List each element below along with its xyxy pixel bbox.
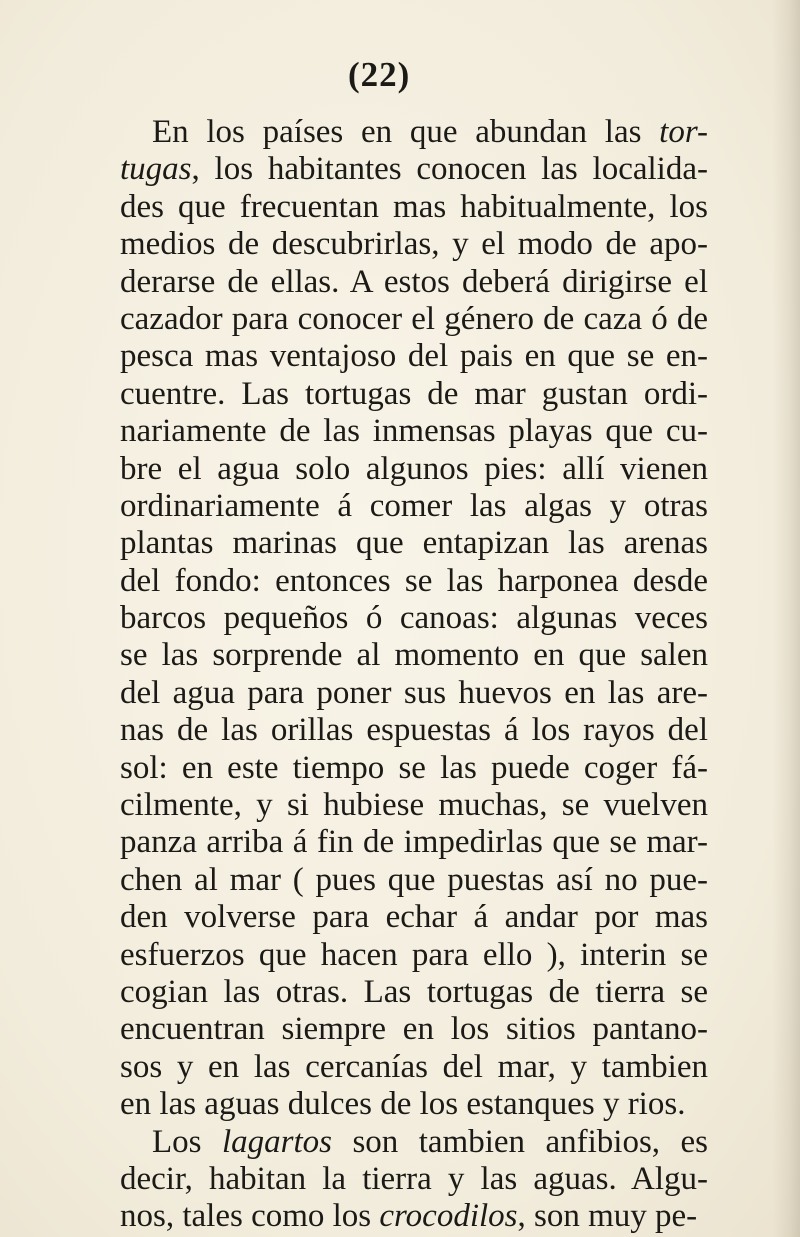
text-line bbox=[120, 226, 708, 263]
text-line bbox=[120, 974, 708, 1011]
text-line bbox=[120, 937, 708, 974]
text-line bbox=[120, 1011, 708, 1048]
text-line bbox=[120, 637, 708, 674]
text-segment: barcos pequeños ó canoas: algunas veces bbox=[120, 600, 708, 637]
text-line bbox=[120, 376, 708, 413]
text-segment: des que frecuentan mas habitualmente, los bbox=[120, 188, 708, 225]
text-line bbox=[120, 451, 708, 488]
text-line bbox=[120, 1086, 708, 1123]
text-line bbox=[120, 1161, 708, 1198]
body-text bbox=[120, 114, 708, 1236]
text-segment: esfuerzos que hacen para ello ), interin se bbox=[120, 936, 708, 973]
text-segment: , son muy pe- bbox=[517, 1198, 698, 1235]
text-segment: En los países en que abundan las bbox=[152, 114, 660, 150]
text-line bbox=[120, 1124, 708, 1161]
text-segment: Los bbox=[152, 1123, 222, 1160]
text-segment: decir, habitan la tierra y las aguas. Algu- bbox=[120, 1160, 708, 1197]
text-line bbox=[120, 712, 708, 749]
text-line bbox=[120, 824, 708, 861]
text-segment: del fondo: entonces se las harponea desde bbox=[120, 562, 708, 599]
text-segment: cuentre. Las tortugas de mar gustan ordi- bbox=[120, 375, 708, 412]
text-segment: sos y en las cercanías del mar, y tambien bbox=[120, 1048, 708, 1085]
text-segment: cazador para conocer el género de caza ó de bbox=[120, 300, 708, 337]
text-line bbox=[120, 563, 708, 600]
text-segment: cogian las otras. Las tortugas de tierra se bbox=[120, 973, 708, 1010]
text-segment: den volverse para echar á andar por mas bbox=[120, 899, 708, 936]
text-line bbox=[120, 750, 708, 787]
italic-term: lagartos bbox=[221, 1123, 332, 1160]
italic-term: tugas bbox=[120, 151, 192, 188]
text-line bbox=[120, 488, 708, 525]
text-segment: nariamente de las inmensas playas que cu- bbox=[120, 413, 708, 450]
text-line bbox=[120, 862, 708, 899]
italic-term: crocodilos bbox=[379, 1198, 518, 1235]
text-segment: , los habitantes conocen las localida- bbox=[191, 151, 708, 188]
text-line bbox=[120, 675, 708, 712]
text-line bbox=[120, 151, 708, 188]
text-segment: ordinariamente á comer las algas y otras bbox=[120, 487, 708, 524]
text-line bbox=[120, 189, 708, 226]
text-segment: sol: en este tiempo se las puede coger fá- bbox=[120, 749, 708, 786]
text-line bbox=[120, 899, 708, 936]
text-segment: nas de las orillas espuestas á los rayos del bbox=[120, 712, 708, 749]
text-segment: chen al mar ( pues que puestas así no pue- bbox=[120, 861, 708, 898]
text-segment: cilmente, y si hubiese muchas, se vuelven bbox=[120, 787, 708, 824]
text-segment: se las sorprende al momento en que salen bbox=[120, 637, 708, 674]
text-segment: panza arriba á fin de impedirlas que se mar- bbox=[120, 824, 708, 861]
text-segment: encuentran siempre en los sitios pantano- bbox=[120, 1011, 708, 1048]
text-segment: en las aguas dulces de los estanques y rios. bbox=[120, 1086, 686, 1123]
text-segment: nos, tales como los bbox=[120, 1198, 380, 1235]
text-line bbox=[120, 1198, 708, 1235]
text-line bbox=[120, 301, 708, 338]
text-line bbox=[120, 264, 708, 301]
text-segment: pesca mas ventajoso del pais en que se en- bbox=[120, 338, 708, 375]
text-line bbox=[120, 114, 708, 151]
text-line bbox=[120, 338, 708, 375]
text-line bbox=[120, 600, 708, 637]
text-segment: plantas marinas que entapizan las arenas bbox=[120, 525, 708, 562]
text-line bbox=[120, 787, 708, 824]
italic-term: tor- bbox=[659, 114, 708, 150]
page-number: (22) bbox=[348, 55, 411, 94]
text-segment: del agua para poner sus huevos en las are- bbox=[120, 674, 708, 711]
page-edge-shadow bbox=[772, 0, 800, 1237]
text-segment: son tambien anfibios, es bbox=[331, 1123, 708, 1160]
text-segment: bre el agua solo algunos pies: allí vienen bbox=[120, 450, 708, 487]
text-line bbox=[120, 525, 708, 562]
text-segment: medios de descubrirlas, y el modo de apo- bbox=[120, 226, 708, 263]
text-line bbox=[120, 413, 708, 450]
text-segment: derarse de ellas. A estos deberá dirigirse el bbox=[120, 263, 708, 300]
text-line bbox=[120, 1049, 708, 1086]
